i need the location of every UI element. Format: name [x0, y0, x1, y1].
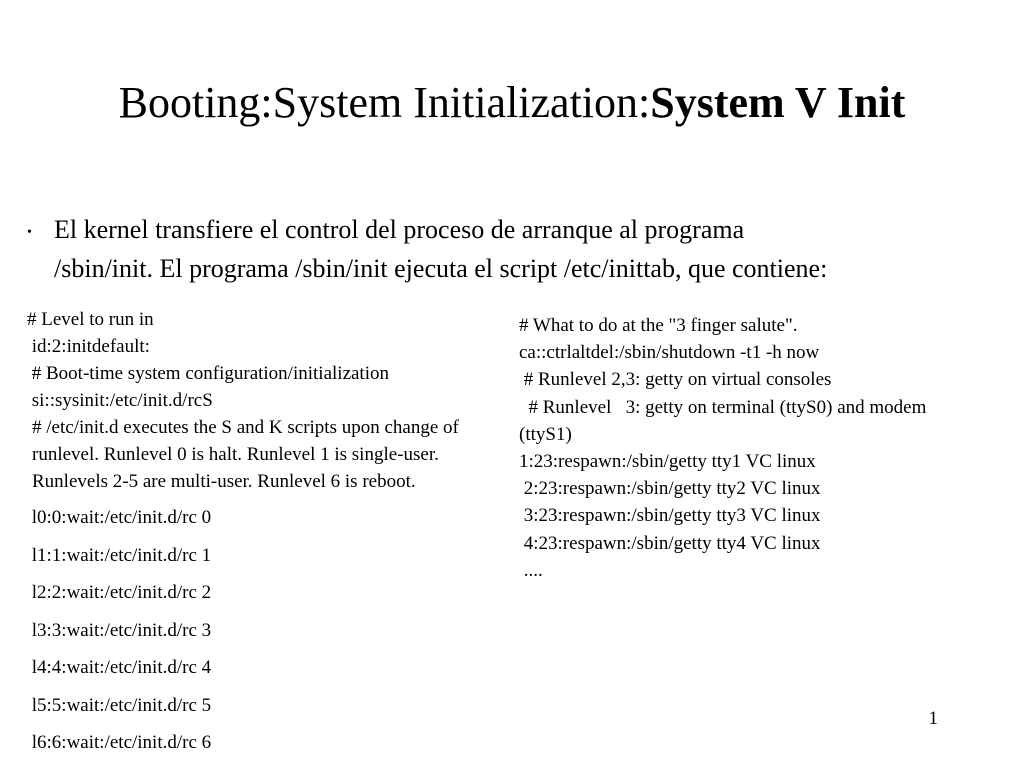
slide-title-bold: System V Init [650, 78, 906, 127]
bullet-text [54, 210, 1014, 288]
bullet-marker: • [27, 225, 32, 240]
code-line: id:2:initdefault: [27, 336, 150, 357]
slide-title-regular: Booting:System Initialization: [118, 78, 651, 127]
rc-line: l0:0:wait:/etc/init.d/rc 0 [27, 507, 212, 528]
code-line: 4:23:respawn:/sbin/getty tty4 VC linux [519, 532, 821, 554]
page-number: 1 [928, 708, 938, 729]
code-line: (ttyS1) [519, 423, 572, 445]
code-line: 2:23:respawn:/sbin/getty tty2 VC linux [519, 478, 821, 500]
slide-title [60, 74, 964, 132]
code-line: ca::ctrlaltdel:/sbin/shutdown -t1 -h now [519, 342, 820, 364]
runlevel-description: # /etc/init.d executes the S and K scripts upon change of runlevel. Runlevel 0 is halt. Runlevel 1 is single-user. Runlevels 2-5 are multi-user. Runlevel 6 is reboot. [32, 417, 459, 492]
code-line: # Runlevel 3: getty on terminal (ttyS0) and modem [519, 396, 927, 418]
code-line: si::sysinit:/etc/init.d/rcS [27, 390, 213, 411]
code-line: 1:23:respawn:/sbin/getty tty1 VC linux [519, 451, 816, 473]
bullet-line-1: El kernel transfiere el control del proceso de arranque al programa [54, 215, 745, 244]
inittab-left-column [27, 306, 512, 757]
inittab-right-column [519, 312, 1019, 584]
bullet-line-2: /sbin/init. El programa /sbin/init ejecuta el script /etc/inittab, que contiene: [54, 254, 828, 283]
code-line: # Boot-time system configuration/initialization [27, 363, 389, 384]
rc-line: l5:5:wait:/etc/init.d/rc 5 [27, 694, 212, 716]
rc-line: l6:6:wait:/etc/init.d/rc 6 [27, 732, 212, 753]
rc-line: l1:1:wait:/etc/init.d/rc 1 [27, 544, 212, 566]
rc-line: l4:4:wait:/etc/init.d/rc 4 [27, 657, 212, 678]
rc-line: l2:2:wait:/etc/init.d/rc 2 [27, 582, 212, 603]
code-line: .... [519, 559, 543, 581]
code-line: # Runlevel 2,3: getty on virtual consoles [519, 369, 832, 391]
rc-line: l3:3:wait:/etc/init.d/rc 3 [27, 619, 212, 641]
code-line: # What to do at the "3 finger salute". [519, 315, 798, 336]
code-line: 3:23:respawn:/sbin/getty tty3 VC linux [519, 505, 821, 527]
code-line: # Level to run in [27, 309, 154, 330]
